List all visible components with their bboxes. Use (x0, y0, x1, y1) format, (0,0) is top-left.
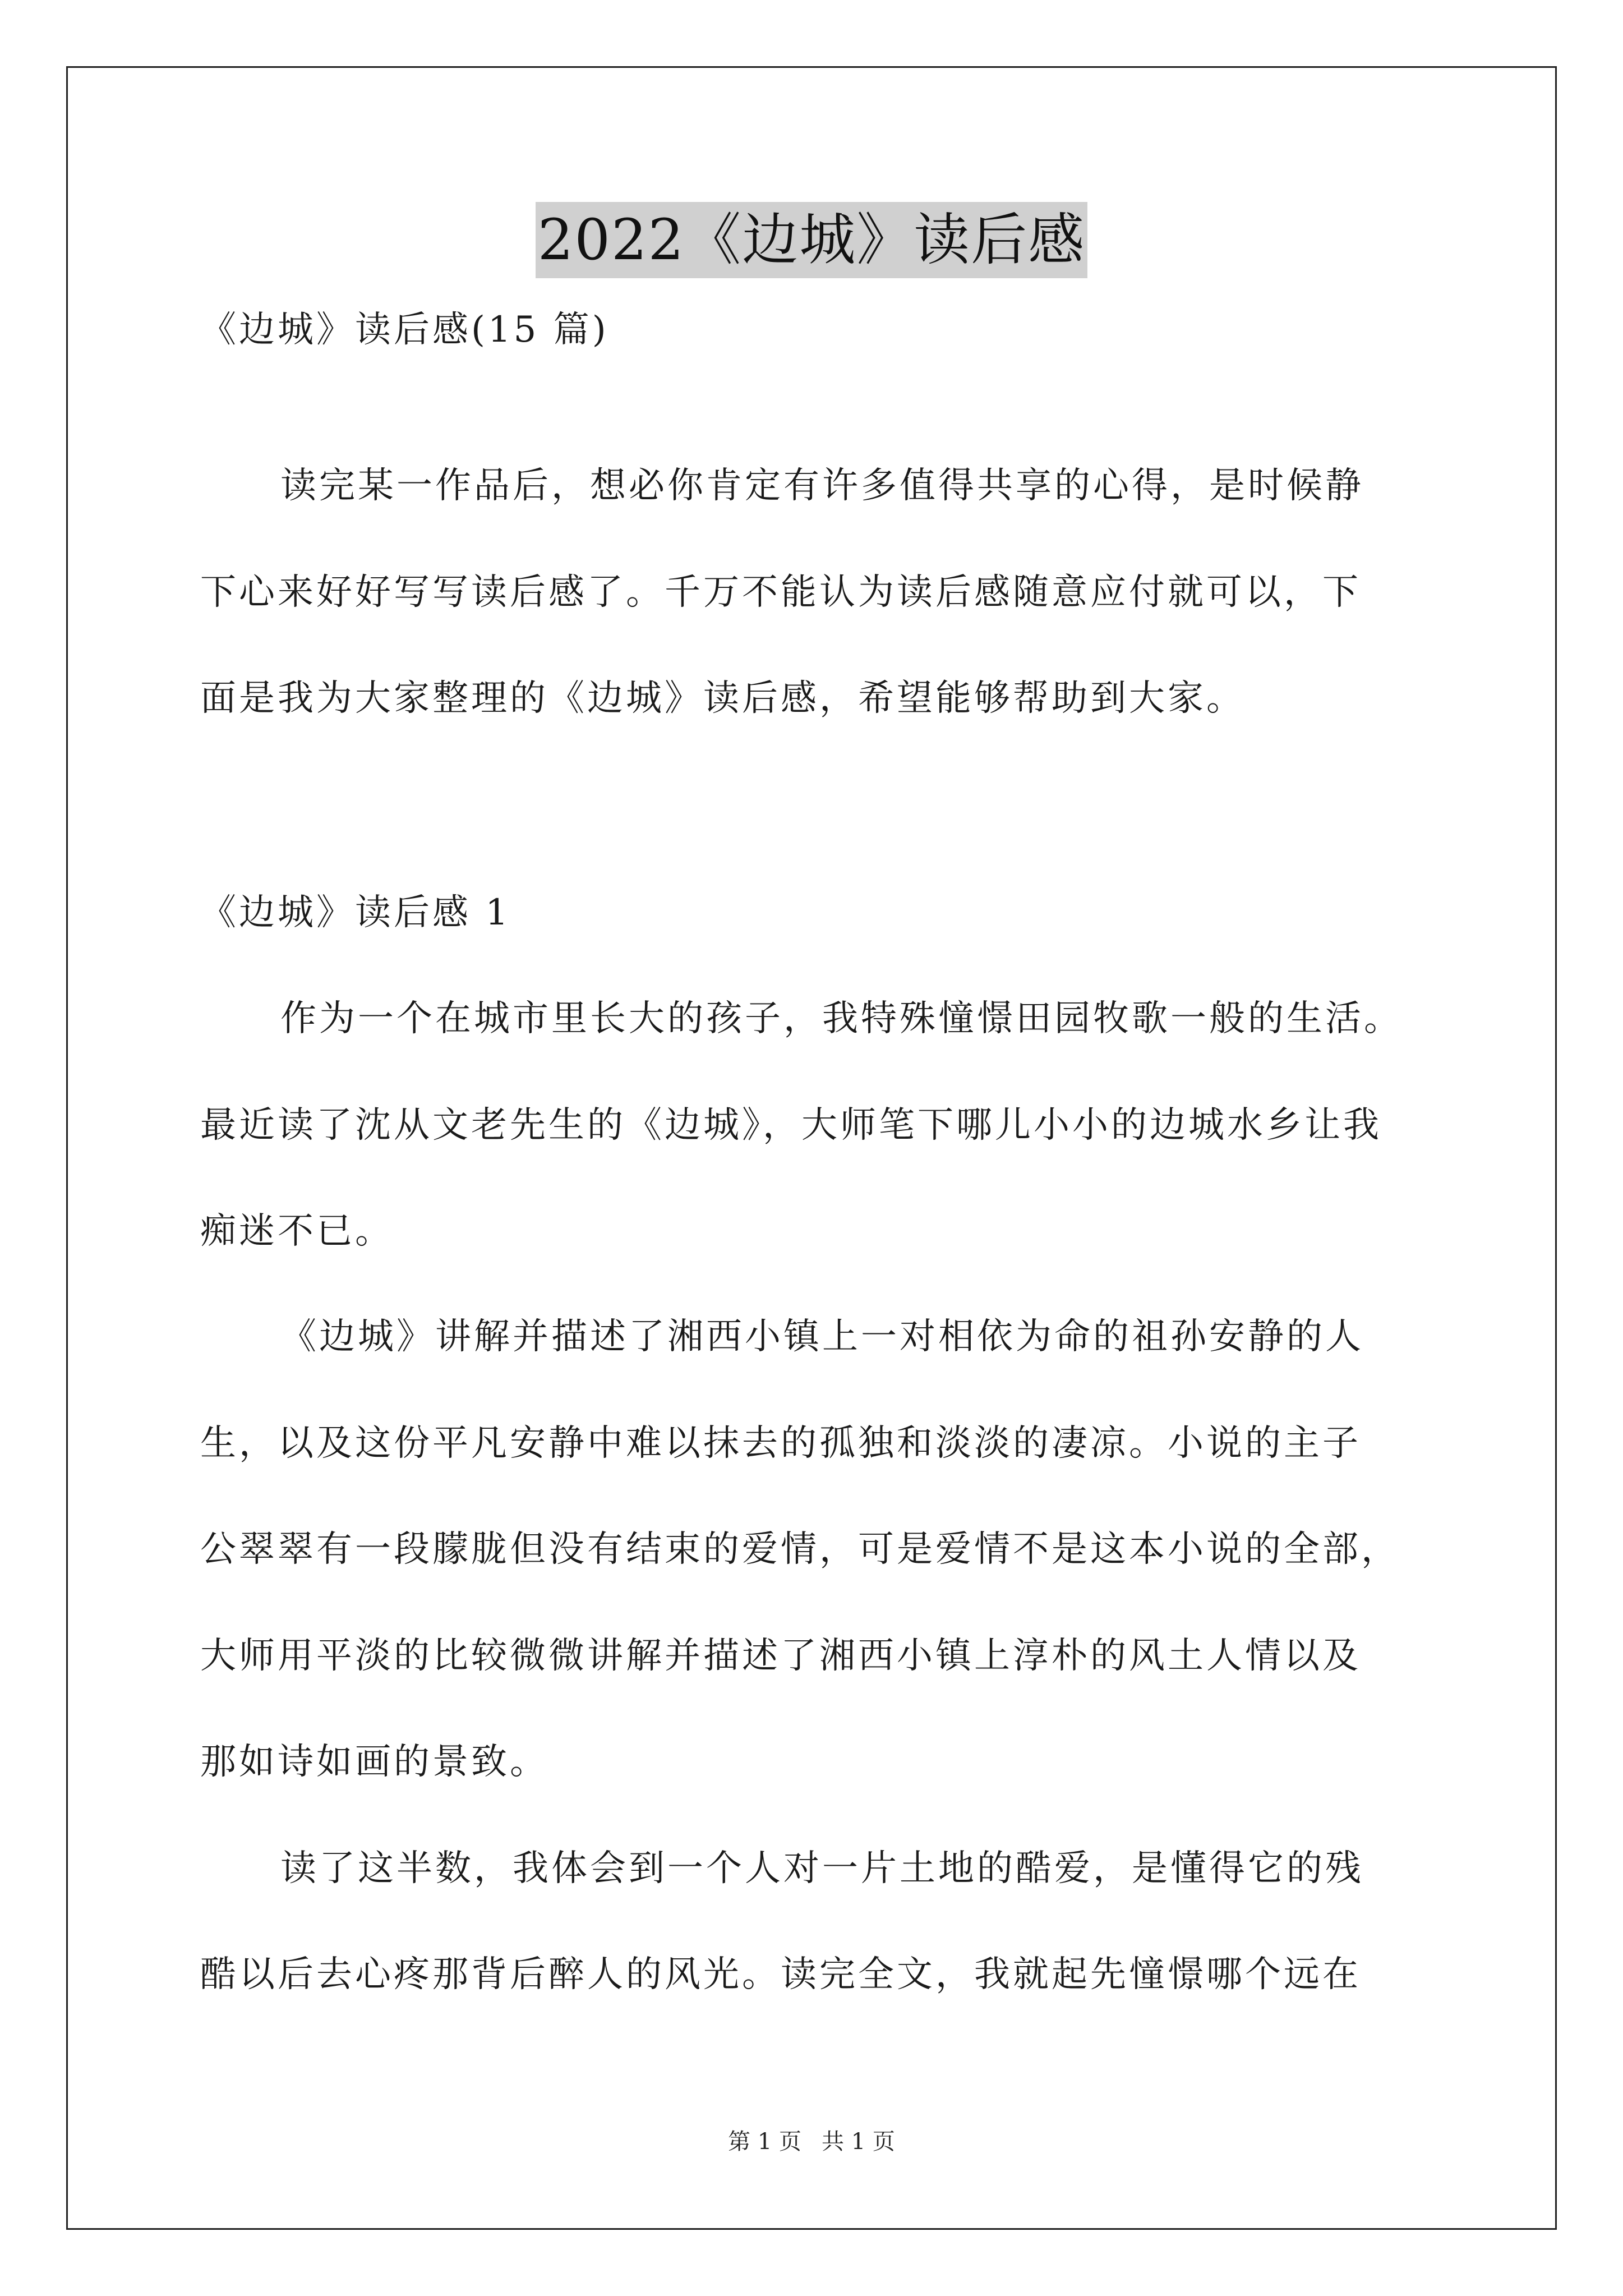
paragraph-line: 最近读了沈从文老先生的《边城》，大师笔下哪儿小小的边城水乡让我 (200, 1105, 1382, 1146)
paragraph-line: 生，以及这份平凡安静中难以抹去的孤独和淡淡的凄凉。小说的主子 (200, 1423, 1361, 1464)
paragraph-line: 那如诗如画的景致。 (200, 1741, 548, 1783)
document-title: 2022《边城》读后感 (536, 202, 1088, 278)
title-container (0, 202, 1623, 278)
paragraph-line: 读了这半数，我体会到一个人对一片土地的酷爱，是懂得它的残 (280, 1848, 1364, 1889)
page-total: 共 1 页 (822, 2129, 895, 2155)
paragraph-line: 痴迷不已。 (200, 1211, 394, 1252)
paragraph-line: 作为一个在城市里长大的孩子，我特殊憧憬田园牧歌一般的生活。 (280, 998, 1403, 1039)
intro-line: 下心来好好写写读后感了。千万不能认为读后感随意应付就可以，下 (200, 572, 1361, 613)
document-subtitle: 《边城》读后感(15 篇) (200, 309, 609, 351)
intro-line: 面是我为大家整理的《边城》读后感，希望能够帮助到大家。 (200, 678, 1245, 719)
page-footer (0, 2126, 1623, 2157)
paragraph-line: 公翠翠有一段朦胧但没有结束的爱情，可是爱情不是这本小说的全部， (200, 1529, 1400, 1570)
paragraph-line: 酷以后去心疼那背后醉人的风光。读完全文，我就起先憧憬哪个远在 (200, 1954, 1361, 1995)
page-frame (66, 66, 1557, 2230)
section-heading: 《边城》读后感 1 (200, 892, 511, 933)
intro-line: 读完某一作品后，想必你肯定有许多值得共享的心得，是时候静 (280, 465, 1364, 507)
paragraph-line: 《边城》讲解并描述了湘西小镇上一对相依为命的祖孙安静的人 (280, 1316, 1364, 1358)
paragraph-line: 大师用平淡的比较微微讲解并描述了湘西小镇上淳朴的风土人情以及 (200, 1635, 1361, 1677)
page-number: 第 1 页 (728, 2129, 801, 2155)
